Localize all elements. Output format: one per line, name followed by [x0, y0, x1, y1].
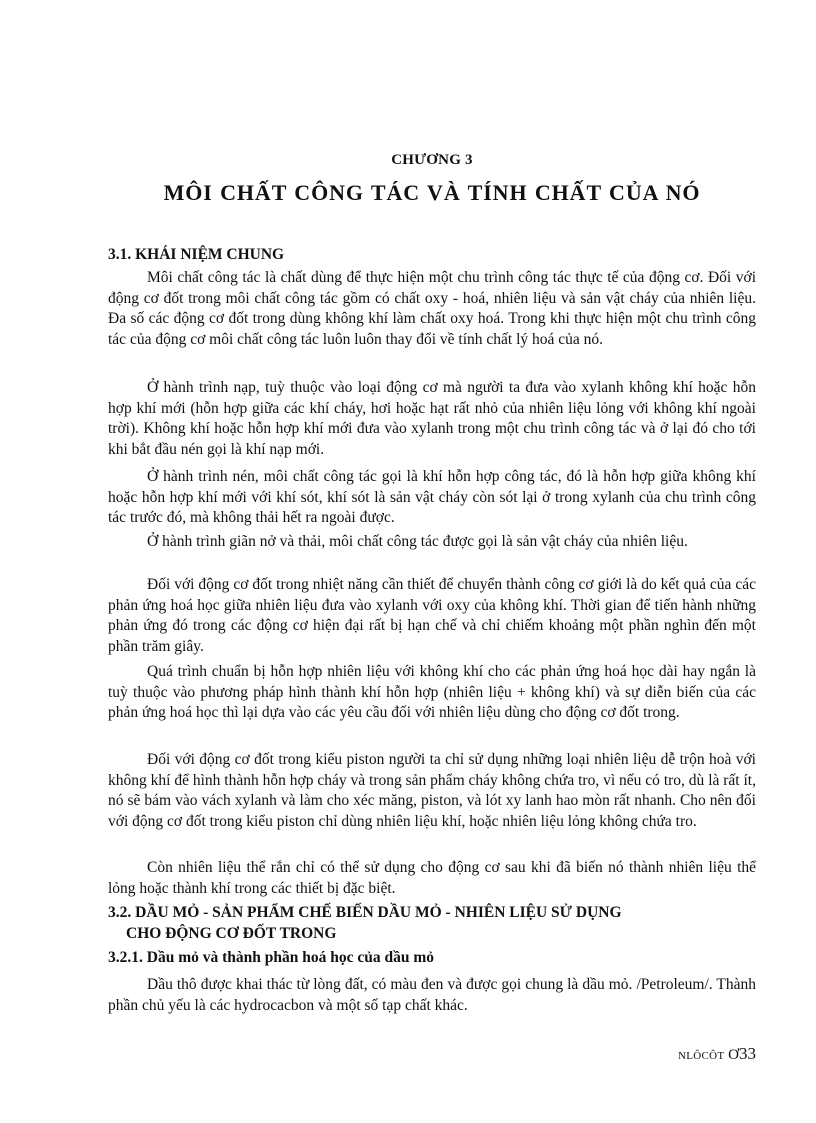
paragraph: Đối với động cơ đốt trong kiểu piston người ta chỉ sử dụng những loại nhiên liệu dễ trộn hoà với không khí để hình thành hỗn hợp cháy và trong sản phẩm cháy không chứa tro, vì nếu có tro, dù là rất ít, nó sẽ bám vào vách xylanh và làm cho xéc măng, piston, và lót xy lanh hao mòn rất nhanh. Cho nên đối với động cơ đốt trong kiểu piston chỉ dùng nhiên liệu khí, hoặc nhiên liệu lỏng không chứa tro. — [108, 751, 756, 830]
sub-heading-3-2-1: 3.2.1. Dầu mỏ và thành phần hoá học của dầu mỏ — [108, 949, 435, 966]
page-number: 33 — [739, 1044, 756, 1063]
paragraph: Ở hành trình giãn nở và thải, môi chất công tác được gọi là sản vật cháy của nhiên liệu. — [147, 533, 688, 550]
paragraph: Môi chất công tác là chất dùng để thực hiện một chu trình công tác thực tế của động cơ. Đối với động cơ đốt trong môi chất công tác gồm có chất oxy - hoá, nhiên liệu và sản vật cháy của nhiên liệu. Đa số các động cơ đốt trong dùng không khí làm chất oxy hoá. Trong khi thực hiện một chu trình công tác của động cơ môi chất công tác luôn luôn thay đổi về tính chất lý hoá của nó. — [108, 269, 756, 348]
paragraph: Còn nhiên liệu thể rắn chỉ có thể sử dụng cho động cơ sau khi đã biến nó thành nhiên liệu thể lỏng hoặc thành khí trong các thiết bị đặc biệt. — [108, 859, 756, 897]
section-heading-3-1: 3.1. KHÁI NIỆM CHUNG — [108, 246, 285, 263]
paragraph: Ở hành trình nạp, tuỳ thuộc vào loại động cơ mà người ta đưa vào xylanh không khí hoặc hỗn hợp khí mới (hỗn hợp giữa các khí cháy, hơi hoặc hạt rất nhỏ của nhiên liệu lỏng với không khí ngoài trời). Không khí hoặc hỗn hợp khí mới đưa vào xylanh trong một chu trình công tác và ở lại đó cho tới khi bắt đầu nén gọi là khí nạp mới. — [108, 379, 756, 458]
section-heading-3-2-line1: 3.2. DẦU MỎ - SẢN PHẨM CHẾ BIẾN DẦU MỎ - NHIÊN LIỆU SỬ DỤNG — [108, 904, 622, 921]
paragraph: Dầu thô được khai thác từ lòng đất, có màu đen và được gọi chung là dầu mỏ. /Petroleum/. Thành phần chủ yếu là các hydrocacbon và một số tạp chất khác. — [108, 976, 756, 1014]
paragraph: Đối với động cơ đốt trong nhiệt năng cần thiết để chuyển thành công cơ giới là do kết quả của các phản ứng hoá học giữa nhiên liệu đưa vào xylanh với oxy của không khí. Thời gian để tiến hành những phản ứng đó trong các động cơ hiện đại rất bị hạn chế và chỉ chiếm khoảng một phần nghìn đến một phần trăm giây. — [108, 576, 756, 655]
section-heading-3-2 — [108, 902, 756, 944]
paragraph: Ở hành trình nén, môi chất công tác gọi là khí hỗn hợp công tác, đó là hỗn hợp giữa không khí hoặc hỗn hợp khí mới với khí sót, khí sót là sản vật cháy còn sót lại ở trong xylanh của chu trình công tác trước đó, mà không thải hết ra ngoài được. — [108, 468, 756, 527]
footer-mark: Ơ — [728, 1047, 739, 1063]
section-heading-3-2-line2: CHO ĐỘNG CƠ ĐỐT TRONG — [126, 925, 337, 942]
footer-code: NLÔCÔT — [677, 1050, 725, 1062]
chapter-title: MÔI CHẤT CÔNG TÁC VÀ TÍNH CHẤT CỦA NÓ — [163, 180, 701, 205]
chapter-number: CHƯƠNG 3 — [391, 152, 473, 168]
paragraph: Quá trình chuẩn bị hỗn hợp nhiên liệu với không khí cho các phản ứng hoá học dài hay ngắn là tuỳ thuộc vào phương pháp hình thành khí hỗn hợp (nhiên liệu + không khí) và sự diễn biến của các phản ứng hoá học thì lại dựa vào các yêu cầu đối với nhiên liệu dùng cho động cơ đốt trong. — [108, 663, 756, 722]
page-footer — [678, 1044, 756, 1064]
